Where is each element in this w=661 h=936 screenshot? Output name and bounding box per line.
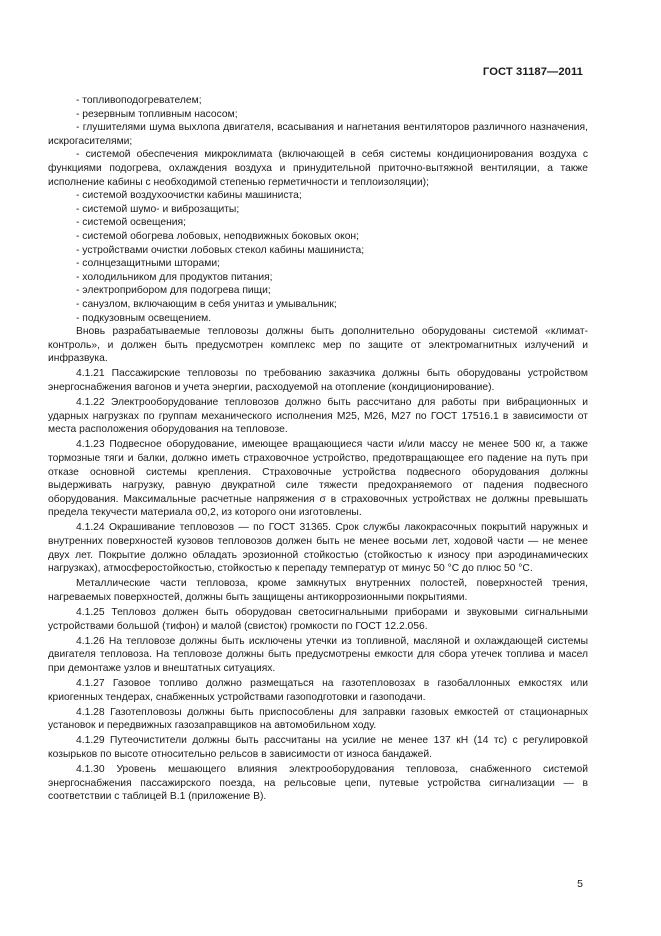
paragraph-climate-control: Вновь разрабатываемые тепловозы должны быть дополнительно оборудованы системой «климат-контроль», и должен быть предусмотрен комплекс мер по защите от электромагнитных излучений и инфразвука. [48,326,588,365]
clause-4-1-21: 4.1.21 Пассажирские тепловозы по требованию заказчика должны быть оборудованы устройством энергоснабжения вагонов и учета энергии, расходуемой на отопление (кондиционирование). [48,368,588,393]
page-number: 5 [577,878,583,890]
clause-4-1-22: 4.1.22 Электрооборудование тепловозов должно быть рассчитано для работы при вибрационных и ударных нагрузках по группам механического исполнения М25, М26, М27 по ГОСТ 17516.1 в зависимости от места расположения оборудования на тепловозе. [48,397,588,436]
list-item: - системой обогрева лобовых, неподвижных боковых окон; [76,230,359,242]
list-item: - устройствами очистки лобовых стекол кабины машиниста; [76,244,365,256]
list-item: - солнцезащитными шторами; [76,258,220,270]
clause-4-1-24: 4.1.24 Окрашивание тепловозов — по ГОСТ 31365. Срок службы лакокрасочных покрытий наружных и внутренних поверхностей кузовов тепловозов должен быть не менее восьми лет, ходовой части — не менее двух лет. Покрытие должно обладать эрозионной стойкостью (стойкостью к износу при аэродинамических нагрузках), атмосферостойкостью, стойкостью к перепаду температур от минус 50 °С до плюс 50 °С. [48,522,588,575]
list-item: - электроприбором для подогрева пищи; [76,285,271,297]
list-item: - системой обеспечения микроклимата (включающей в себя системы кондиционирования воздуха с функциями подогрева, охлаждения воздуха и принудительной приточно-вытяжной вентиляции, а также исполнение кабины с необходимой степенью герметичности и теплоизоляции); [48,149,588,188]
list-item: - резервным топливным насосом; [76,108,238,120]
standard-designation: ГОСТ 31187—2011 [482,66,583,78]
clause-4-1-30: 4.1.30 Уровень мешающего влияния электрооборудования тепловоза, снабженного системой энергоснабжения пассажирского поезда, на рельсовые цепи, путевые устройства сигнализации — в соответствии с таблицей В.1 (приложение В). [48,764,588,803]
list-item: - подкузовным освещением. [76,312,212,324]
clause-4-1-25: 4.1.25 Тепловоз должен быть оборудован светосигнальными приборами и звуковыми сигнальными устройствами большой (тифон) и малой (свисток) громкости по ГОСТ 12.2.056. [48,606,588,632]
clause-4-1-28: 4.1.28 Газотепловозы должны быть приспособлены для заправки газовых емкостей от стационарных установок и передвижных газозаправщиков на автомобильном ходу. [48,706,588,732]
list-item: - системой воздухоочистки кабины машиниста; [76,190,302,202]
list-item: - топливоподогревателем; [76,95,202,106]
clause-4-1-29: 4.1.29 Путеочистители должны быть рассчитаны на усилие не менее 137 кН (14 тс) с регулировкой козырьков по высоте относительно рельсов в зависимости от износа бандажей. [48,735,588,760]
list-item: - холодильником для продуктов питания; [76,271,273,283]
clause-4-1-26: 4.1.26 На тепловозе должны быть исключены утечки из топливной, масляной и охлаждающей системы двигателя тепловоза. На тепловозе должны быть предусмотрены емкости для сбора утечек топлива и масел при демонтаже узлов и внештатных ситуациях. [48,635,588,674]
paragraph-metal-parts: Металлические части тепловоза, кроме замкнутых внутренних полостей, поверхностей трения, нагреваемых поверхностей, должны быть защищены антикоррозионными покрытиями. [48,578,588,603]
clause-4-1-23: 4.1.23 Подвесное оборудование, имеющее вращающиеся части и/или массу не менее 500 кг, а также тормозные тяги и балки, должно иметь страховочное устройство, предотвращающее его падение на путь при отказе основной системы крепления. Страховочные устройства подвесного оборудования должны выдерживать нагрузку, равную двукратной силе тяжести предохраняемого от падения подвесного оборудования. Максимальные расчетные напряжения σ в страховочных устройствах не должны превышать предела текучести материала σ0,2, из которого они изготовлены. [48,439,588,519]
clause-4-1-27: 4.1.27 Газовое топливо должно размещаться на газотепловозах в газобаллонных емкостях или криогенных тендерах, снабженных устройствами газоподготовки и газоподачи. [48,677,588,703]
page-body [48,94,588,804]
list-item: - глушителями шума выхлопа двигателя, всасывания и нагнетания вентиляторов различного назначения, искрогасителями; [48,122,588,147]
list-item: - системой шумо- и виброзащиты; [76,203,240,215]
list-item: - системой освещения; [76,217,186,229]
list-item: - санузлом, включающим в себя унитаз и умывальник; [76,298,337,310]
